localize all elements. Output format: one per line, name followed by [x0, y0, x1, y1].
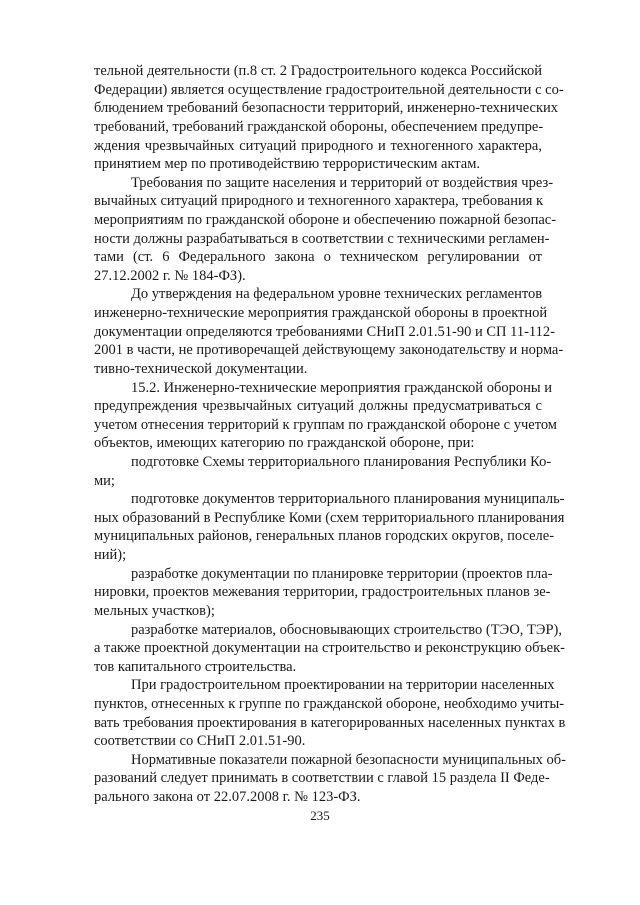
- text-line: предупреждения чрезвычайных ситуаций должны предусматриваться с: [94, 398, 542, 415]
- text-line: ний);: [94, 547, 127, 563]
- text-line: Требования по защите населения и территорий от воздействия чрез-: [131, 174, 554, 191]
- text-line: 2001 в части, не противоречащей действующему законодательству и норма-: [94, 342, 564, 359]
- page-number: 235: [310, 808, 330, 823]
- text-line: Федерации) является осуществление градостроительной деятельности с со-: [94, 81, 564, 98]
- text-line: требований, требований гражданской обороны, обеспечением предупре-: [94, 118, 544, 135]
- text-line: разработке документации по планировке территории (проектов пла-: [131, 565, 553, 582]
- text-line: рального закона от 22.07.2008 г. № 123-ФЗ.: [94, 789, 361, 805]
- text-line: объектов, имеющих категорию по гражданской обороне, при:: [94, 435, 475, 452]
- text-line: нировки, проектов межевания территории, градостроительных планов зе-: [94, 584, 551, 601]
- text-line: разработке материалов, обосновывающих строительство (ТЭО, ТЭР),: [131, 621, 563, 638]
- text-line: ности должны разрабатываться в соответствии с техническими регламен-: [94, 230, 550, 247]
- text-line: вычайных ситуаций природного и техногенного характера, требования к: [94, 193, 544, 210]
- text-line: пунктов, отнесенных к группе по гражданской обороне, необходимо учиты-: [94, 695, 565, 712]
- text-line: вать требования проектирования в категорированных населенных пунктах в: [94, 714, 566, 731]
- text-line: принятием мер по противодействию террористическим актам.: [94, 156, 481, 173]
- text-line: разований следует принимать в соответствии с главой 15 раздела II Феде-: [94, 770, 550, 787]
- text-line: 27.12.2002 г. № 184-ФЗ).: [94, 267, 246, 284]
- text-line: ных образований в Республике Коми (схем территориального планирования: [94, 509, 565, 526]
- text-line: муниципальных районов, генеральных планов городских округов, поселе-: [94, 528, 555, 545]
- text-line: а также проектной документации на строительство и реконструкцию объек-: [94, 640, 565, 657]
- text-line: тельной деятельности (п.8 ст. 2 Градостроительного кодекса Российской: [94, 63, 542, 79]
- text-line: Нормативные показатели пожарной безопасности муниципальных об-: [131, 751, 566, 768]
- text-line: подготовке Схемы территориального планирования Республики Ко-: [131, 453, 552, 470]
- text-line: инженерно-технические мероприятия гражданской обороны в проектной: [94, 305, 548, 321]
- text-line: подготовке документов территориального планирования муниципаль-: [131, 491, 565, 508]
- text-line: тивно-технической документации.: [94, 360, 308, 377]
- text-line: соответствии со СНиП 2.01.51-90.: [94, 733, 306, 750]
- text-line: мероприятиям по гражданской обороне и обеспечению пожарной безопас-: [94, 211, 557, 228]
- text-line: До утверждения на федеральном уровне технических регламентов: [131, 286, 543, 303]
- text-line: 15.2. Инженерно-технические мероприятия гражданской обороны и: [131, 379, 552, 396]
- text-line: ждения чрезвычайных ситуаций природного и техногенного характера,: [94, 137, 542, 154]
- text-line: При градостроительном проектировании на территории населенных: [131, 677, 555, 694]
- text-line: тов капитального строительства.: [94, 658, 297, 675]
- text-line: учетом отнесения территорий к группам по гражданской обороне с учетом: [94, 416, 557, 433]
- text-line: мельных участков);: [94, 602, 215, 619]
- text-line: ми;: [94, 472, 115, 489]
- text-line: тами (ст. 6 Федерального закона о техническом регулировании от: [94, 249, 542, 266]
- text-line: блюдением требований безопасности территорий, инженерно-технических: [94, 100, 559, 117]
- text-line: документации определяются требованиями СНиП 2.01.51-90 и СП 11-112-: [94, 323, 555, 340]
